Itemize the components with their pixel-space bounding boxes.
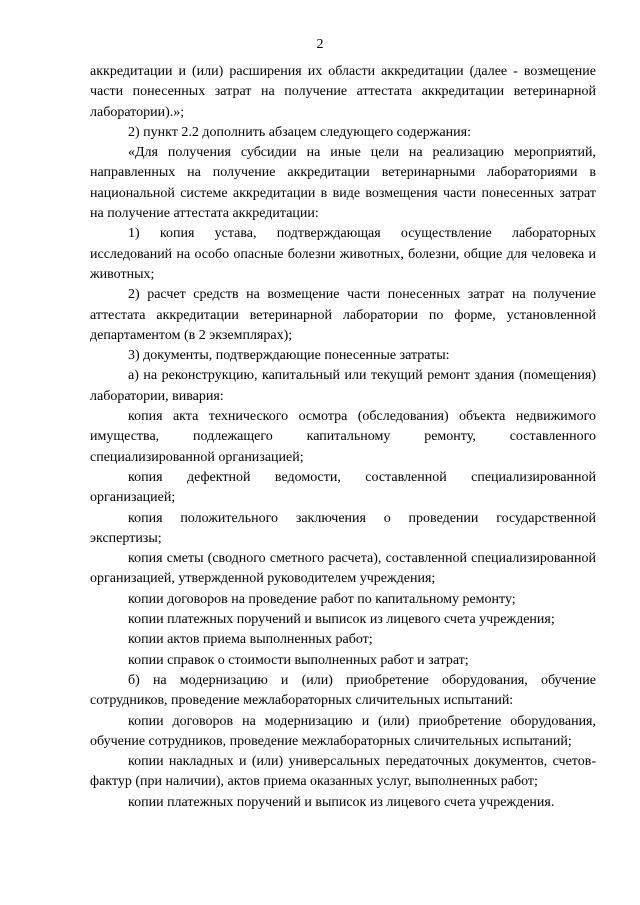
paragraph-charter-copy: 1) копия устава, подтверждающая осуществление лабораторных исследований на особо опасные болезни животных, болезни, общие для человека и животных; [90,226,596,282]
paragraph-supporting-documents: 3) документы, подтверждающие понесенные затраты: [128,348,450,364]
paragraph-acceptance-acts: копии актов приема выполненных работ; [128,632,373,648]
paragraph-inspection-act: копия акта технического осмотра (обследования) объекта недвижимого имущества, подлежащего капитальному ремонту, составленного специализированной организацией; [90,409,596,465]
paragraph-cost-certificates: копии справок о стоимости выполненных работ и затрат; [128,652,469,668]
document-body [90,62,596,813]
paragraph-accreditation-continuation: аккредитации и (или) расширения их области аккредитации (далее - возмещение части понесенных затрат на получение аттестата аккредитации ветеринарной лаборатории).»; [90,64,596,120]
paragraph-subsidy-intro: «Для получения субсидии на иные цели на реализацию мероприятий, направленных на получение аккредитации ветеринарными лабораториями в национальной системе аккредитации в виде возмещения части понесенных затрат на получение аттестата аккредитации: [90,145,596,222]
paragraph-invoices: копии накладных и (или) универсальных передаточных документов, счетов-фактур (при наличии), актов приема оказанных услуг, выполненных работ; [90,754,596,790]
paragraph-final-payment-orders: копии платежных поручений и выписок из лицевого счета учреждения. [128,794,555,810]
paragraph-defect-statement: копия дефектной ведомости, составленной специализированной организацией; [90,469,596,506]
paragraph-cost-calculation: 2) расчет средств на возмещение части понесенных затрат на получение аттестата аккредитации ветеринарной лаборатории по форме, установленной департаментом (в 2 экземплярах); [90,287,596,343]
paragraph-expertise-conclusion: копия положительного заключения о проведении государственной экспертизы; [90,510,596,546]
paragraph-payment-orders: копии платежных поручений и выписок из лицевого счета учреждения; [128,612,555,628]
paragraph-repair-contracts: копии договоров на проведение работ по капитальному ремонту; [128,591,516,607]
paragraph-modernization-contracts: копии договоров на модернизацию и (или) приобретение оборудования, обучение сотрудников, проведение межлабораторных сличительных испытаний; [90,713,596,749]
paragraph-item-2-amend: 2) пункт 2.2 дополнить абзацем следующего содержания: [128,124,471,140]
page-number: 2 [316,37,324,52]
paragraph-estimate-copy: копия сметы (сводного сметного расчета), составленной специализированной организацией, утвержденной руководителем учреждения; [90,551,596,587]
paragraph-reconstruction: а) на реконструкцию, капитальный или текущий ремонт здания (помещения) лаборатории, вивария: [90,368,596,404]
paragraph-modernization: б) на модернизацию и (или) приобретение оборудования, обучение сотрудников, проведение межлабораторных сличительных испытаний: [90,672,596,709]
